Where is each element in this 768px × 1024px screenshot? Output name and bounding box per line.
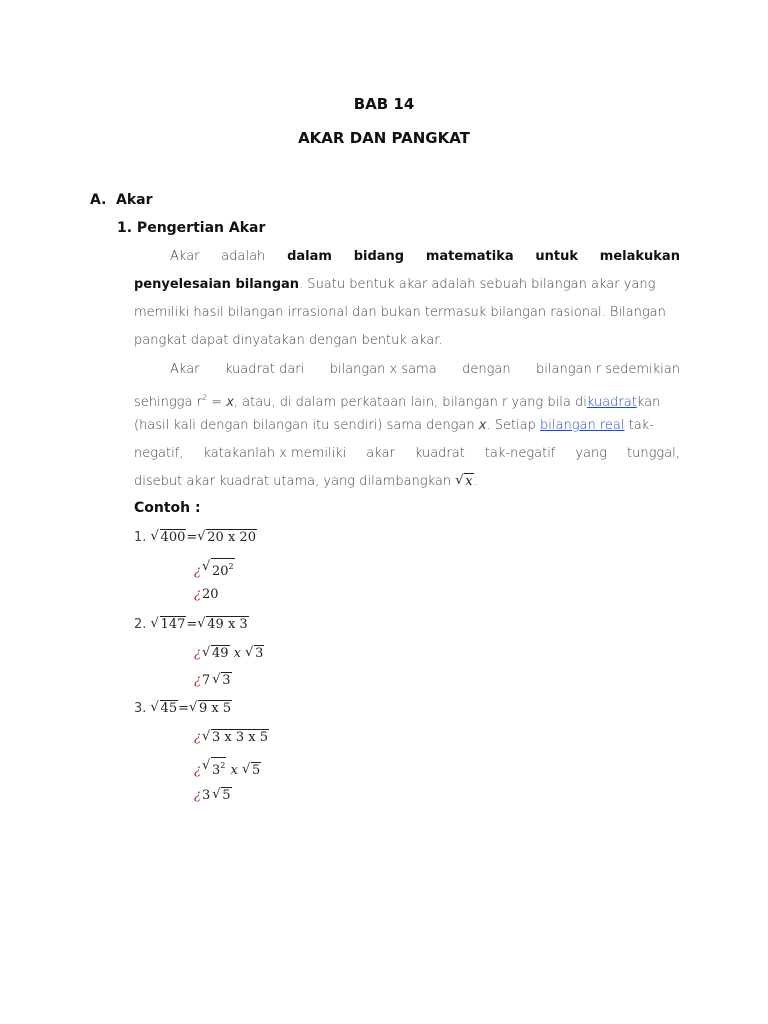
paragraph-line: (hasil kali dengan bilangan itu sendiri) sama dengan x. Setiap bilangan real tak- [134, 418, 654, 433]
sqrt-symbol: √ 49 [202, 644, 230, 664]
sqrt-symbol: √ $3^2$ [202, 757, 226, 781]
sqrt-symbol: √ 400 [151, 528, 187, 548]
sqrt-symbol: √ 45 [151, 699, 179, 719]
section-letter: A. [90, 192, 107, 208]
link-bilangan-real[interactable]: bilangan real [540, 418, 625, 433]
paragraph-square-root [134, 356, 680, 496]
example-1-line-3: ¿20 [194, 587, 219, 602]
paragraph-line: negatif, katakanlah x memiliki akar kuadrat tak-negatif yang tunggal, [134, 446, 680, 461]
chapter-title: AKAR DAN PANGKAT [298, 129, 470, 147]
sqrt-symbol: √ 9 x 5 [189, 699, 232, 719]
sqrt-symbol: √ 147 [151, 615, 187, 635]
sqrt-symbol: √ 5 [212, 786, 231, 806]
paragraph-line: disebut akar kuadrat utama, yang dilambangkan √ x. [134, 468, 680, 496]
sqrt-symbol: √ 3 [245, 644, 264, 664]
paragraph-line: Akar kuadrat dari bilangan x sama dengan bilangan r sedemikian [170, 362, 680, 377]
paragraph-definition [134, 243, 680, 355]
subsection-heading-pengertian: 1. Pengertian Akar [117, 220, 266, 236]
paragraph-line: sehingga $r^2 = x$, atau, di dalam perkataan lain, bilangan r yang bila dikuadratkan [134, 393, 661, 410]
example-1-line-1: 1. √ 400=√ 20 x 20 [134, 528, 257, 548]
sqrt-symbol: √ 3 [212, 671, 231, 691]
example-1-line-2: ¿√ $20^2$ [194, 558, 235, 578]
section-heading-akar [90, 192, 153, 208]
example-2-line-2: ¿√ 49 x √ 3 [194, 644, 264, 664]
example-3-line-1: 3. √ 45=√ 9 x 5 [134, 699, 232, 719]
paragraph-line: Akar adalah dalam bidang matematika untuk melakukan [170, 249, 680, 264]
example-2-line-1: 2. √ 147=√ 49 x 3 [134, 615, 249, 635]
sqrt-symbol: √ $20^2$ [202, 558, 235, 582]
paragraph-line: pangkat dapat dinyatakan dengan bentuk akar. [134, 333, 443, 348]
sqrt-symbol: √ 49 x 3 [197, 615, 248, 635]
example-2-line-3: ¿7√ 3 [194, 671, 232, 691]
section-label: Akar [116, 192, 153, 208]
paragraph-line: penyelesaian bilangan. Suatu bentuk akar adalah sebuah bilangan akar yang [134, 277, 656, 292]
sqrt-symbol: √ 3 x 3 x 5 [202, 728, 269, 748]
sqrt-symbol: √ 5 [242, 761, 261, 781]
sqrt-symbol: √ 20 x 20 [197, 528, 257, 548]
example-3-line-2: ¿√ 3 x 3 x 5 [194, 728, 269, 748]
examples-heading: Contoh : [134, 500, 201, 516]
chapter-number: BAB 14 [353, 95, 415, 113]
sqrt-symbol: √ x [455, 468, 473, 496]
example-3-line-4: ¿3√ 5 [194, 786, 232, 806]
example-3-line-3: ¿√ $3^2$ x √ 5 [194, 757, 261, 777]
link-kuadrat[interactable]: kuadrat [586, 395, 637, 410]
paragraph-line: memiliki hasil bilangan irrasional dan bukan termasuk bilangan rasional. Bilangan [134, 305, 666, 320]
